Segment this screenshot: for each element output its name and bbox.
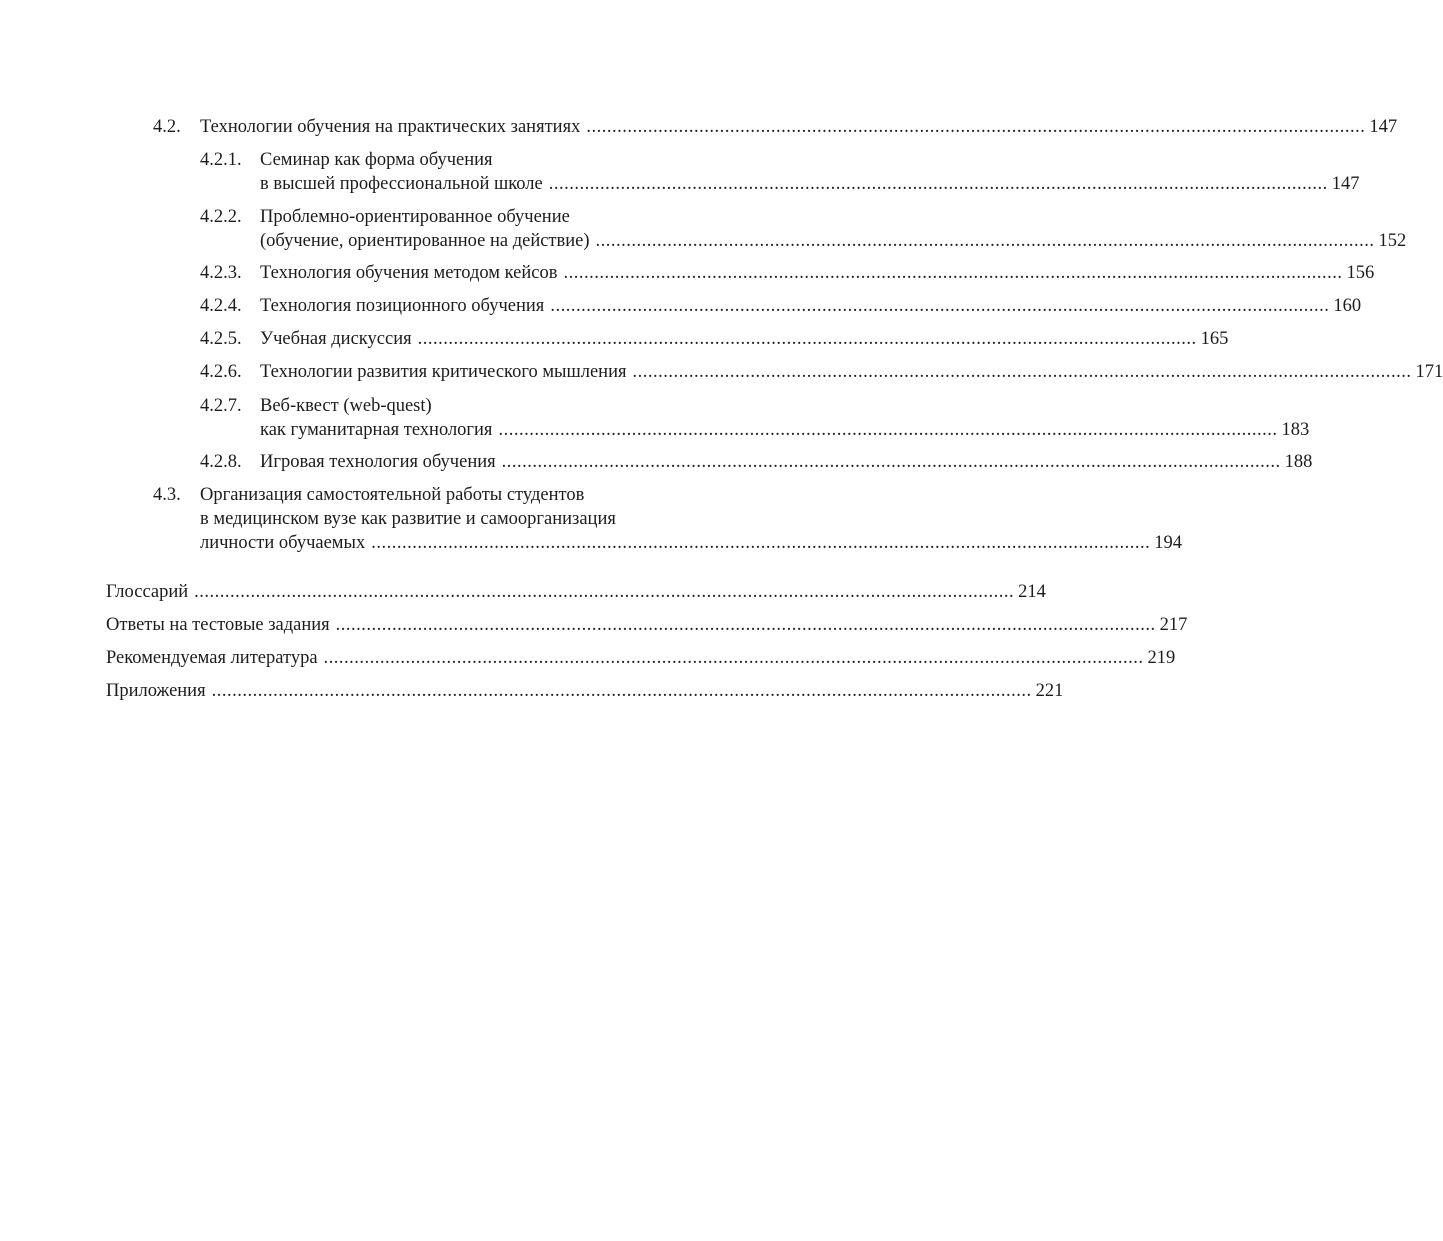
toc-title: как гуманитарная технология [260,420,493,440]
toc-page-number: 156 [1346,263,1375,283]
toc-title: личности обучаемых [200,533,366,553]
toc-leader-dots: ........................................................................................................................................................ [595,231,1375,251]
toc-entry-4-2-8[interactable] [200,450,1313,474]
toc-title: (обучение, ориентированное на действие) [260,231,590,251]
toc-title-line: в медицинском вузе как развитие и самоорганизация [200,509,616,529]
toc-leader-dots: ........................................................................................................................................................ [417,329,1197,349]
toc-page-number: 165 [1200,329,1229,349]
toc-page-number: 194 [1154,533,1182,553]
toc-title: Технология позиционного обучения [260,296,545,316]
toc-leader-dots: ................................................................................................................................................................ [211,681,1032,701]
toc-number: 4.2.8. [200,452,242,472]
toc-page-number: 147 [1369,117,1398,137]
toc-number: 4.2.7. [200,396,242,416]
toc-leader-dots: ........................................................................................................................................................ [498,420,1278,440]
toc-number: 4.2.5. [200,329,242,349]
toc-title: Игровая технология обучения [260,452,496,472]
toc-entry-glossary[interactable] [106,580,1046,604]
toc-page-number: 214 [1018,582,1046,602]
toc-number: 4.2.2. [200,207,242,227]
toc-entry-answers[interactable] [106,613,1188,637]
toc-leader-dots: ........................................................................................................................................................ [632,362,1412,382]
toc-title: Рекомендуемая литература [106,648,318,668]
toc-number: 4.2.1. [200,150,242,170]
toc-title: Глоссарий [106,582,189,602]
toc-number: 4.3. [153,485,181,505]
toc-entry-literature[interactable] [106,646,1176,670]
toc-page-number: 221 [1035,681,1064,701]
toc-leader-dots: ........................................................................................................................................................ [550,296,1330,316]
toc-title: Ответы на тестовые задания [106,615,330,635]
toc-number: 4.2.6. [200,362,242,382]
toc-entry-4-2-3[interactable] [200,261,1375,285]
toc-page-number: 217 [1159,615,1188,635]
toc-title-line: Проблемно-ориентированное обучение [260,207,570,227]
toc-number: 4.2. [153,117,181,137]
toc-leader-dots: ........................................................................................................................................................ [548,174,1328,194]
toc-title-line: Организация самостоятельной работы студентов [200,485,585,505]
toc-leader-dots: ........................................................................................................................................................ [371,533,1151,553]
toc-entry-4-3[interactable] [153,483,1182,555]
toc-number: 4.2.3. [200,263,242,283]
toc-leader-dots: ................................................................................................................................................................ [335,615,1156,635]
toc-title: Учебная дискуссия [260,329,412,349]
toc-leader-dots: ................................................................................................................................................................ [194,582,1015,602]
toc-entry-4-2-4[interactable] [200,294,1362,318]
toc-entry-4-2-5[interactable] [200,327,1229,351]
toc-leader-dots: ................................................................................................................................................................ [323,648,1144,668]
toc-page-number: 160 [1333,296,1362,316]
toc-leader-dots: ........................................................................................................................................................ [563,263,1343,283]
toc-entry-4-2[interactable] [153,115,1398,139]
toc-title-line: Веб-квест (web-quest) [260,396,432,416]
toc-leader-dots: ........................................................................................................................................................ [586,117,1366,137]
toc-page-number: 219 [1147,648,1176,668]
toc-leader-dots: ........................................................................................................................................................ [501,452,1281,472]
toc-title: Технологии обучения на практических занятиях [200,117,581,137]
toc-title: Приложения [106,681,206,701]
toc-entry-4-2-6[interactable] [200,360,1443,384]
toc-number: 4.2.4. [200,296,242,316]
toc-entry-4-2-1[interactable] [200,148,1360,196]
toc-entry-4-2-2[interactable] [200,205,1407,253]
toc-title-line: Семинар как форма обучения [260,150,493,170]
toc-page-number: 188 [1284,452,1313,472]
toc-title: Технологии развития критического мышления [260,362,627,382]
toc-title: Технология обучения методом кейсов [260,263,558,283]
toc-page-number: 171 [1415,362,1443,382]
toc-page-number: 152 [1378,231,1407,251]
toc-page-number: 183 [1281,420,1310,440]
toc-entry-4-2-7[interactable] [200,394,1310,442]
toc-title: в высшей профессиональной школе [260,174,543,194]
toc-entry-appendix[interactable] [106,679,1064,703]
toc-page-number: 147 [1331,174,1360,194]
